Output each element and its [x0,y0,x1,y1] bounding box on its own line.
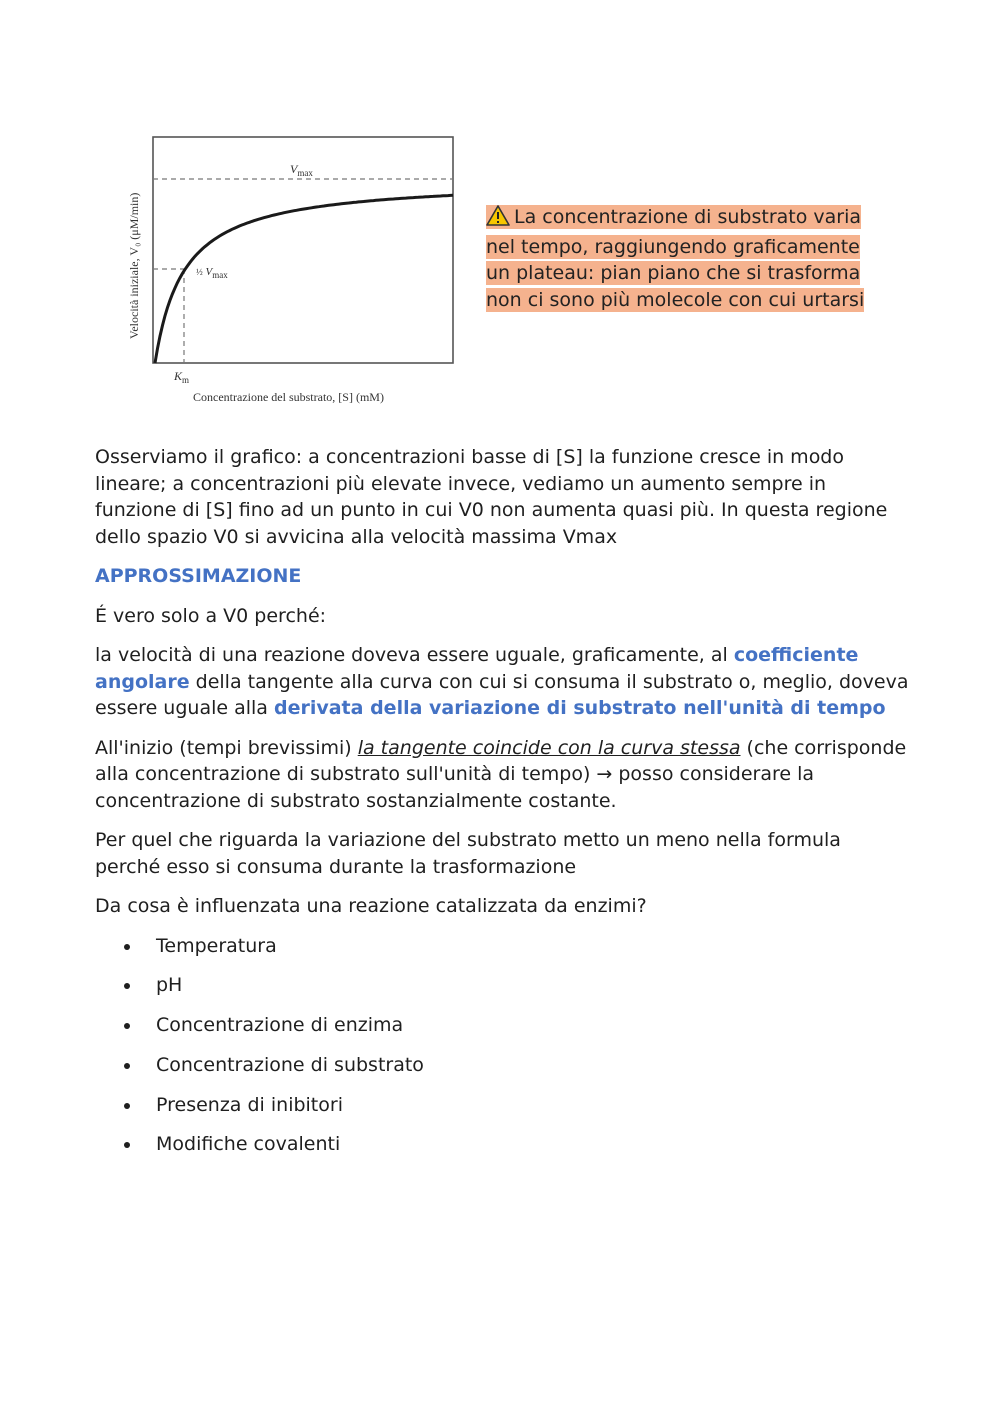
warning-callout [486,204,886,313]
p4-text-2: (che corrisponde alla concentrazione di substrato sull'unità di tempo) → posso considerare la concentrazione di substrato sostanzialmente costante. [95,736,907,812]
list-item [95,1131,910,1158]
paragraph-substrate: Per quel che riguarda la variazione del substrato metto un meno nella formula perché esso si consuma durante la trasformazione [95,829,841,878]
p3-text-1: la velocità di una reazione doveva essere uguale, graficamente, al [95,644,734,666]
paragraph-question: Da cosa è influenzata una reazione catalizzata da enzimi? [95,895,647,917]
list-item-label: Temperatura [156,934,277,957]
factors-list [95,933,910,1158]
bullet-icon [124,1023,130,1029]
bullet-icon [124,1103,130,1109]
list-item [95,933,910,960]
list-item [95,972,910,999]
bullet-icon [124,944,130,950]
p3-bold-derivative: derivata della variazione di substrato nell'unità di tempo [273,697,886,719]
km-label: $K_m$ [174,369,190,385]
main-content [95,444,910,1171]
callout-text: La concentrazione di substrato varia nel tempo, raggiungendo graficamente un plateau: pian piano che si trasforma non ci sono più molecole con cui urtarsi [486,206,865,311]
paragraph-graph-description: Osserviamo il grafico: a concentrazioni basse di [S] la funzione cresce in modo lineare; a concentrazioni più elevate invece, vediamo un aumento sempre in funzione di [S] fino ad un punto in cui V0 non aumenta quasi più. In questa regione dello spazio V0 si avvicina alla velocità massima Vmax [95,446,888,548]
p4-text-1: All'inizio (tempi brevissimi) [95,736,358,759]
callout-highlight [486,205,864,312]
paragraph-initial [95,735,910,815]
michaelis-menten-plot [120,125,480,415]
paragraph-approx-intro: É vero solo a V0 perché: [95,604,327,627]
p3-text-2: della tangente alla curva con cui si consuma il substrato o, meglio, doveva essere uguale alla [95,670,909,719]
p4-underlined: la tangente coincide con la curva stessa [357,736,741,759]
bullet-icon [124,983,130,989]
half-vmax-label: ½ $V_{max}$ [196,266,228,280]
saturation-curve [155,195,453,363]
list-item-label: Concentrazione di enzima [156,1014,404,1037]
bullet-icon [124,1063,130,1069]
vmax-label: $V_{max}$ [290,162,313,178]
y-axis-label: Velocità iniziale, V₀ (μM/min) [127,192,141,339]
paragraph-tangent [95,642,910,722]
list-item [95,1052,910,1079]
bullet-icon [124,1142,130,1148]
warning-icon [486,205,510,234]
michaelis-menten-figure [120,125,480,415]
list-item-label: Concentrazione di substrato [156,1053,424,1076]
list-item-label: Modifiche covalenti [156,1133,341,1156]
section-heading: APPROSSIMAZIONE [95,565,302,587]
list-item [95,1092,910,1119]
list-item-label: Presenza di inibitori [156,1093,343,1116]
x-axis-label: Concentrazione del substrato, [S] (mM) [193,390,384,404]
p3-bold-coefficient: coefficiente angolare [95,644,859,693]
list-item-label: pH [156,974,183,997]
list-item [95,1012,910,1039]
